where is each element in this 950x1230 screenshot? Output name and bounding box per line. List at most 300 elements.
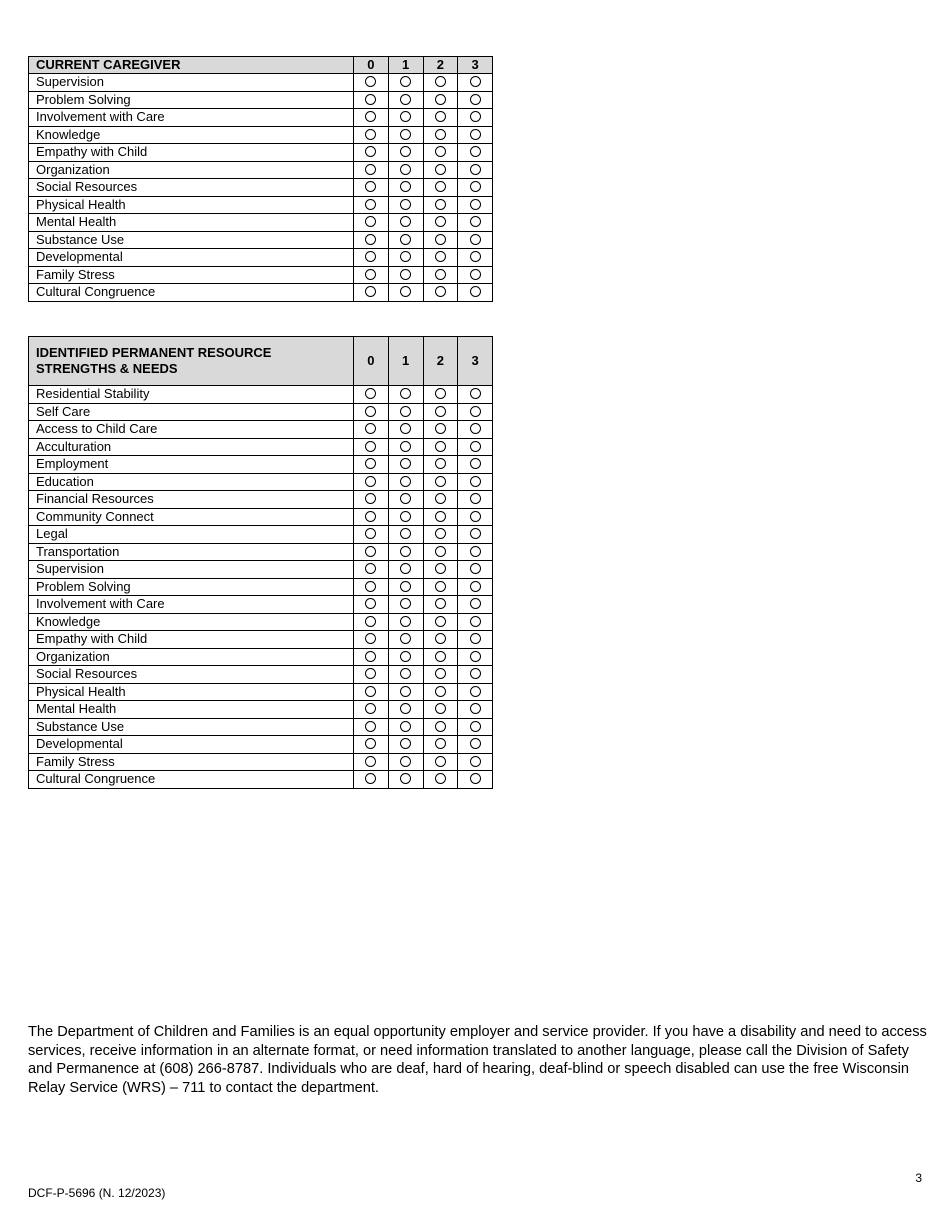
score-3-radio-cell[interactable] [458, 403, 493, 421]
radio-button-icon[interactable] [470, 633, 481, 644]
score-0-radio-cell[interactable] [354, 403, 389, 421]
radio-button-icon[interactable] [400, 423, 411, 434]
radio-button-icon[interactable] [400, 111, 411, 122]
radio-button-icon[interactable] [435, 111, 446, 122]
radio-button-icon[interactable] [400, 756, 411, 767]
radio-button-icon[interactable] [435, 199, 446, 210]
radio-button-icon[interactable] [470, 511, 481, 522]
score-0-radio-cell[interactable] [354, 284, 389, 302]
radio-button-icon[interactable] [365, 286, 376, 297]
radio-button-icon[interactable] [470, 406, 481, 417]
score-0-radio-cell[interactable] [354, 508, 389, 526]
score-1-radio-cell[interactable] [388, 91, 423, 109]
radio-button-icon[interactable] [435, 511, 446, 522]
radio-button-icon[interactable] [470, 164, 481, 175]
score-2-radio-cell[interactable] [423, 736, 458, 754]
score-3-radio-cell[interactable] [458, 543, 493, 561]
radio-button-icon[interactable] [365, 633, 376, 644]
score-1-radio-cell[interactable] [388, 701, 423, 719]
radio-button-icon[interactable] [400, 493, 411, 504]
score-1-radio-cell[interactable] [388, 596, 423, 614]
radio-button-icon[interactable] [365, 251, 376, 262]
score-3-radio-cell[interactable] [458, 196, 493, 214]
score-1-radio-cell[interactable] [388, 284, 423, 302]
score-3-radio-cell[interactable] [458, 701, 493, 719]
radio-button-icon[interactable] [400, 668, 411, 679]
score-1-radio-cell[interactable] [388, 526, 423, 544]
radio-button-icon[interactable] [365, 738, 376, 749]
score-3-radio-cell[interactable] [458, 109, 493, 127]
radio-button-icon[interactable] [400, 686, 411, 697]
score-1-radio-cell[interactable] [388, 473, 423, 491]
score-1-radio-cell[interactable] [388, 578, 423, 596]
score-3-radio-cell[interactable] [458, 666, 493, 684]
radio-button-icon[interactable] [435, 129, 446, 140]
radio-button-icon[interactable] [400, 199, 411, 210]
radio-button-icon[interactable] [470, 651, 481, 662]
score-3-radio-cell[interactable] [458, 144, 493, 162]
score-2-radio-cell[interactable] [423, 491, 458, 509]
radio-button-icon[interactable] [400, 406, 411, 417]
score-3-radio-cell[interactable] [458, 561, 493, 579]
radio-button-icon[interactable] [435, 423, 446, 434]
radio-button-icon[interactable] [470, 458, 481, 469]
score-0-radio-cell[interactable] [354, 179, 389, 197]
radio-button-icon[interactable] [400, 458, 411, 469]
score-2-radio-cell[interactable] [423, 231, 458, 249]
score-1-radio-cell[interactable] [388, 249, 423, 267]
score-0-radio-cell[interactable] [354, 196, 389, 214]
score-3-radio-cell[interactable] [458, 231, 493, 249]
radio-button-icon[interactable] [365, 199, 376, 210]
score-1-radio-cell[interactable] [388, 438, 423, 456]
radio-button-icon[interactable] [400, 703, 411, 714]
radio-button-icon[interactable] [400, 773, 411, 784]
score-0-radio-cell[interactable] [354, 386, 389, 404]
score-2-radio-cell[interactable] [423, 613, 458, 631]
score-0-radio-cell[interactable] [354, 109, 389, 127]
score-3-radio-cell[interactable] [458, 473, 493, 491]
radio-button-icon[interactable] [435, 546, 446, 557]
score-2-radio-cell[interactable] [423, 109, 458, 127]
score-0-radio-cell[interactable] [354, 631, 389, 649]
score-2-radio-cell[interactable] [423, 196, 458, 214]
score-0-radio-cell[interactable] [354, 666, 389, 684]
radio-button-icon[interactable] [365, 528, 376, 539]
score-0-radio-cell[interactable] [354, 421, 389, 439]
radio-button-icon[interactable] [470, 234, 481, 245]
score-0-radio-cell[interactable] [354, 526, 389, 544]
radio-button-icon[interactable] [400, 269, 411, 280]
score-2-radio-cell[interactable] [423, 666, 458, 684]
radio-button-icon[interactable] [470, 773, 481, 784]
score-0-radio-cell[interactable] [354, 718, 389, 736]
radio-button-icon[interactable] [435, 581, 446, 592]
score-2-radio-cell[interactable] [423, 91, 458, 109]
score-2-radio-cell[interactable] [423, 421, 458, 439]
radio-button-icon[interactable] [470, 441, 481, 452]
equal-opportunity-notice: The Department of Children and Families is an equal opportunity employer and service provider. If you have a disability and need to access services, receive information in an alternate format, or need information translated to another language, please call the Division of Safety and Permanence at (608) 266-8787. Individuals who are deaf, hard of hearing, deaf-blind or speech disabled can use the free Wisconsin Relay Service (WRS) – 711 to contact the department. [28, 1024, 927, 1096]
radio-button-icon[interactable] [470, 111, 481, 122]
radio-button-icon[interactable] [435, 528, 446, 539]
score-0-radio-cell[interactable] [354, 74, 389, 92]
score-1-radio-cell[interactable] [388, 666, 423, 684]
score-3-radio-cell[interactable] [458, 284, 493, 302]
score-2-radio-cell[interactable] [423, 126, 458, 144]
score-2-radio-cell[interactable] [423, 403, 458, 421]
score-1-radio-cell[interactable] [388, 456, 423, 474]
radio-button-icon[interactable] [400, 598, 411, 609]
radio-button-icon[interactable] [365, 129, 376, 140]
score-3-radio-cell[interactable] [458, 74, 493, 92]
radio-button-icon[interactable] [365, 493, 376, 504]
score-2-radio-cell[interactable] [423, 74, 458, 92]
radio-button-icon[interactable] [365, 181, 376, 192]
radio-button-icon[interactable] [435, 703, 446, 714]
radio-button-icon[interactable] [435, 406, 446, 417]
radio-button-icon[interactable] [400, 721, 411, 732]
radio-button-icon[interactable] [400, 251, 411, 262]
radio-button-icon[interactable] [365, 216, 376, 227]
radio-button-icon[interactable] [470, 738, 481, 749]
score-0-radio-cell[interactable] [354, 249, 389, 267]
radio-button-icon[interactable] [435, 234, 446, 245]
radio-button-icon[interactable] [365, 773, 376, 784]
radio-button-icon[interactable] [470, 756, 481, 767]
radio-button-icon[interactable] [435, 633, 446, 644]
score-3-radio-cell[interactable] [458, 386, 493, 404]
score-0-radio-cell[interactable] [354, 683, 389, 701]
radio-button-icon[interactable] [435, 251, 446, 262]
radio-button-icon[interactable] [470, 388, 481, 399]
score-3-radio-cell[interactable] [458, 438, 493, 456]
score-3-radio-cell[interactable] [458, 613, 493, 631]
radio-button-icon[interactable] [365, 234, 376, 245]
score-2-radio-cell[interactable] [423, 631, 458, 649]
radio-button-icon[interactable] [435, 651, 446, 662]
radio-button-icon[interactable] [365, 756, 376, 767]
radio-button-icon[interactable] [365, 651, 376, 662]
score-3-radio-cell[interactable] [458, 421, 493, 439]
score-2-radio-cell[interactable] [423, 508, 458, 526]
radio-button-icon[interactable] [365, 476, 376, 487]
score-0-radio-cell[interactable] [354, 161, 389, 179]
score-0-radio-cell[interactable] [354, 543, 389, 561]
score-3-radio-cell[interactable] [458, 179, 493, 197]
score-0-radio-cell[interactable] [354, 753, 389, 771]
radio-button-icon[interactable] [435, 146, 446, 157]
radio-button-icon[interactable] [400, 546, 411, 557]
score-0-radio-cell[interactable] [354, 231, 389, 249]
radio-button-icon[interactable] [400, 76, 411, 87]
radio-button-icon[interactable] [435, 286, 446, 297]
score-1-radio-cell[interactable] [388, 613, 423, 631]
score-1-radio-cell[interactable] [388, 214, 423, 232]
score-1-radio-cell[interactable] [388, 161, 423, 179]
table-row [29, 648, 493, 666]
score-0-radio-cell[interactable] [354, 126, 389, 144]
radio-button-icon[interactable] [470, 528, 481, 539]
score-0-radio-cell[interactable] [354, 596, 389, 614]
score-1-radio-cell[interactable] [388, 109, 423, 127]
radio-button-icon[interactable] [435, 76, 446, 87]
radio-button-icon[interactable] [365, 441, 376, 452]
radio-button-icon[interactable] [435, 686, 446, 697]
score-3-radio-cell[interactable] [458, 508, 493, 526]
radio-button-icon[interactable] [400, 476, 411, 487]
radio-button-icon[interactable] [400, 633, 411, 644]
radio-button-icon[interactable] [435, 216, 446, 227]
score-1-radio-cell[interactable] [388, 543, 423, 561]
radio-button-icon[interactable] [435, 164, 446, 175]
score-2-radio-cell[interactable] [423, 596, 458, 614]
radio-button-icon[interactable] [365, 111, 376, 122]
table-row [29, 109, 493, 127]
score-1-radio-cell[interactable] [388, 144, 423, 162]
score-2-radio-cell[interactable] [423, 266, 458, 284]
radio-button-icon[interactable] [365, 686, 376, 697]
score-1-radio-cell[interactable] [388, 631, 423, 649]
radio-button-icon[interactable] [400, 181, 411, 192]
score-2-radio-cell[interactable] [423, 386, 458, 404]
radio-button-icon[interactable] [400, 129, 411, 140]
radio-button-icon[interactable] [365, 721, 376, 732]
score-3-radio-cell[interactable] [458, 631, 493, 649]
radio-button-icon[interactable] [470, 286, 481, 297]
radio-button-icon[interactable] [400, 511, 411, 522]
score-0-radio-cell[interactable] [354, 91, 389, 109]
score-1-radio-cell[interactable] [388, 126, 423, 144]
score-2-radio-cell[interactable] [423, 718, 458, 736]
radio-button-icon[interactable] [400, 528, 411, 539]
score-3-radio-cell[interactable] [458, 91, 493, 109]
score-2-radio-cell[interactable] [423, 526, 458, 544]
score-2-radio-cell[interactable] [423, 683, 458, 701]
score-2-radio-cell[interactable] [423, 648, 458, 666]
score-3-radio-cell[interactable] [458, 648, 493, 666]
score-2-radio-cell[interactable] [423, 753, 458, 771]
radio-button-icon[interactable] [365, 546, 376, 557]
radio-button-icon[interactable] [470, 668, 481, 679]
radio-button-icon[interactable] [400, 581, 411, 592]
radio-button-icon[interactable] [435, 668, 446, 679]
score-1-radio-cell[interactable] [388, 386, 423, 404]
score-3-radio-cell[interactable] [458, 526, 493, 544]
radio-button-icon[interactable] [470, 546, 481, 557]
score-0-radio-cell[interactable] [354, 491, 389, 509]
radio-button-icon[interactable] [470, 476, 481, 487]
radio-button-icon[interactable] [400, 651, 411, 662]
score-0-radio-cell[interactable] [354, 561, 389, 579]
radio-button-icon[interactable] [365, 581, 376, 592]
score-1-radio-cell[interactable] [388, 736, 423, 754]
radio-button-icon[interactable] [435, 94, 446, 105]
score-3-radio-cell[interactable] [458, 771, 493, 789]
radio-button-icon[interactable] [470, 423, 481, 434]
score-1-radio-cell[interactable] [388, 753, 423, 771]
radio-button-icon[interactable] [435, 773, 446, 784]
score-1-radio-cell[interactable] [388, 648, 423, 666]
radio-button-icon[interactable] [470, 686, 481, 697]
score-0-radio-cell[interactable] [354, 648, 389, 666]
radio-button-icon[interactable] [365, 423, 376, 434]
score-1-radio-cell[interactable] [388, 179, 423, 197]
permanent-resource-title [29, 337, 354, 386]
score-0-radio-cell[interactable] [354, 266, 389, 284]
score-2-radio-cell[interactable] [423, 543, 458, 561]
radio-button-icon[interactable] [365, 388, 376, 399]
radio-button-icon[interactable] [435, 493, 446, 504]
radio-button-icon[interactable] [470, 146, 481, 157]
score-2-radio-cell[interactable] [423, 578, 458, 596]
radio-button-icon[interactable] [470, 251, 481, 262]
radio-button-icon[interactable] [470, 563, 481, 574]
score-1-radio-cell[interactable] [388, 561, 423, 579]
score-1-radio-cell[interactable] [388, 771, 423, 789]
radio-button-icon[interactable] [470, 129, 481, 140]
row-label: Organization [29, 648, 354, 666]
score-2-radio-cell[interactable] [423, 438, 458, 456]
score-0-radio-cell[interactable] [354, 456, 389, 474]
radio-button-icon[interactable] [435, 476, 446, 487]
radio-button-icon[interactable] [435, 598, 446, 609]
radio-button-icon[interactable] [470, 598, 481, 609]
score-2-radio-cell[interactable] [423, 179, 458, 197]
radio-button-icon[interactable] [470, 581, 481, 592]
score-0-radio-cell[interactable] [354, 578, 389, 596]
radio-button-icon[interactable] [365, 703, 376, 714]
score-2-radio-cell[interactable] [423, 771, 458, 789]
radio-button-icon[interactable] [400, 146, 411, 157]
score-2-radio-cell[interactable] [423, 561, 458, 579]
score-0-radio-cell[interactable] [354, 736, 389, 754]
radio-button-icon[interactable] [435, 721, 446, 732]
score-1-radio-cell[interactable] [388, 491, 423, 509]
score-0-radio-cell[interactable] [354, 613, 389, 631]
score-3-radio-cell[interactable] [458, 249, 493, 267]
radio-button-icon[interactable] [400, 616, 411, 627]
score-0-radio-cell[interactable] [354, 214, 389, 232]
score-3-radio-cell[interactable] [458, 491, 493, 509]
radio-button-icon[interactable] [435, 388, 446, 399]
radio-button-icon[interactable] [435, 756, 446, 767]
radio-button-icon[interactable] [365, 563, 376, 574]
radio-button-icon[interactable] [400, 563, 411, 574]
radio-button-icon[interactable] [400, 94, 411, 105]
score-3-radio-cell[interactable] [458, 161, 493, 179]
radio-button-icon[interactable] [365, 406, 376, 417]
radio-button-icon[interactable] [400, 286, 411, 297]
score-header-2: 2 [423, 57, 458, 74]
score-3-radio-cell[interactable] [458, 456, 493, 474]
radio-button-icon[interactable] [365, 616, 376, 627]
radio-button-icon[interactable] [400, 164, 411, 175]
score-2-radio-cell[interactable] [423, 284, 458, 302]
permanent-resource-title-line1: IDENTIFIED PERMANENT RESOURCE [36, 345, 272, 360]
score-1-radio-cell[interactable] [388, 718, 423, 736]
score-1-radio-cell[interactable] [388, 266, 423, 284]
score-1-radio-cell[interactable] [388, 403, 423, 421]
score-3-radio-cell[interactable] [458, 214, 493, 232]
radio-button-icon[interactable] [365, 511, 376, 522]
score-2-radio-cell[interactable] [423, 214, 458, 232]
radio-button-icon[interactable] [400, 216, 411, 227]
radio-button-icon[interactable] [365, 668, 376, 679]
radio-button-icon[interactable] [435, 441, 446, 452]
radio-button-icon[interactable] [400, 738, 411, 749]
radio-button-icon[interactable] [435, 616, 446, 627]
row-label: Physical Health [29, 196, 354, 214]
permanent-resource-title-line2: STRENGTHS & NEEDS [36, 361, 178, 376]
radio-button-icon[interactable] [470, 181, 481, 192]
score-2-radio-cell[interactable] [423, 161, 458, 179]
radio-button-icon[interactable] [435, 458, 446, 469]
radio-button-icon[interactable] [435, 563, 446, 574]
radio-button-icon[interactable] [365, 76, 376, 87]
radio-button-icon[interactable] [365, 94, 376, 105]
radio-button-icon[interactable] [400, 441, 411, 452]
score-1-radio-cell[interactable] [388, 508, 423, 526]
score-2-radio-cell[interactable] [423, 456, 458, 474]
radio-button-icon[interactable] [365, 269, 376, 280]
radio-button-icon[interactable] [435, 181, 446, 192]
score-1-radio-cell[interactable] [388, 231, 423, 249]
radio-button-icon[interactable] [400, 234, 411, 245]
radio-button-icon[interactable] [365, 146, 376, 157]
score-3-radio-cell[interactable] [458, 753, 493, 771]
score-2-radio-cell[interactable] [423, 473, 458, 491]
score-1-radio-cell[interactable] [388, 683, 423, 701]
score-0-radio-cell[interactable] [354, 701, 389, 719]
radio-button-icon[interactable] [365, 458, 376, 469]
score-0-radio-cell[interactable] [354, 438, 389, 456]
radio-button-icon[interactable] [400, 388, 411, 399]
score-3-radio-cell[interactable] [458, 736, 493, 754]
table-row [29, 736, 493, 754]
radio-button-icon[interactable] [470, 616, 481, 627]
row-label: Financial Resources [29, 491, 354, 509]
radio-button-icon[interactable] [435, 738, 446, 749]
score-3-radio-cell[interactable] [458, 596, 493, 614]
score-1-radio-cell[interactable] [388, 74, 423, 92]
score-3-radio-cell[interactable] [458, 126, 493, 144]
radio-button-icon[interactable] [365, 598, 376, 609]
score-2-radio-cell[interactable] [423, 701, 458, 719]
score-1-radio-cell[interactable] [388, 421, 423, 439]
radio-button-icon[interactable] [470, 94, 481, 105]
row-label: Physical Health [29, 683, 354, 701]
radio-button-icon[interactable] [470, 493, 481, 504]
score-1-radio-cell[interactable] [388, 196, 423, 214]
score-2-radio-cell[interactable] [423, 144, 458, 162]
score-0-radio-cell[interactable] [354, 144, 389, 162]
radio-button-icon[interactable] [470, 216, 481, 227]
radio-button-icon[interactable] [435, 269, 446, 280]
radio-button-icon[interactable] [470, 199, 481, 210]
radio-button-icon[interactable] [470, 76, 481, 87]
score-0-radio-cell[interactable] [354, 771, 389, 789]
score-3-radio-cell[interactable] [458, 266, 493, 284]
score-2-radio-cell[interactable] [423, 249, 458, 267]
score-0-radio-cell[interactable] [354, 473, 389, 491]
radio-button-icon[interactable] [470, 721, 481, 732]
radio-button-icon[interactable] [470, 703, 481, 714]
radio-button-icon[interactable] [470, 269, 481, 280]
score-3-radio-cell[interactable] [458, 718, 493, 736]
radio-button-icon[interactable] [365, 164, 376, 175]
score-3-radio-cell[interactable] [458, 578, 493, 596]
score-3-radio-cell[interactable] [458, 683, 493, 701]
